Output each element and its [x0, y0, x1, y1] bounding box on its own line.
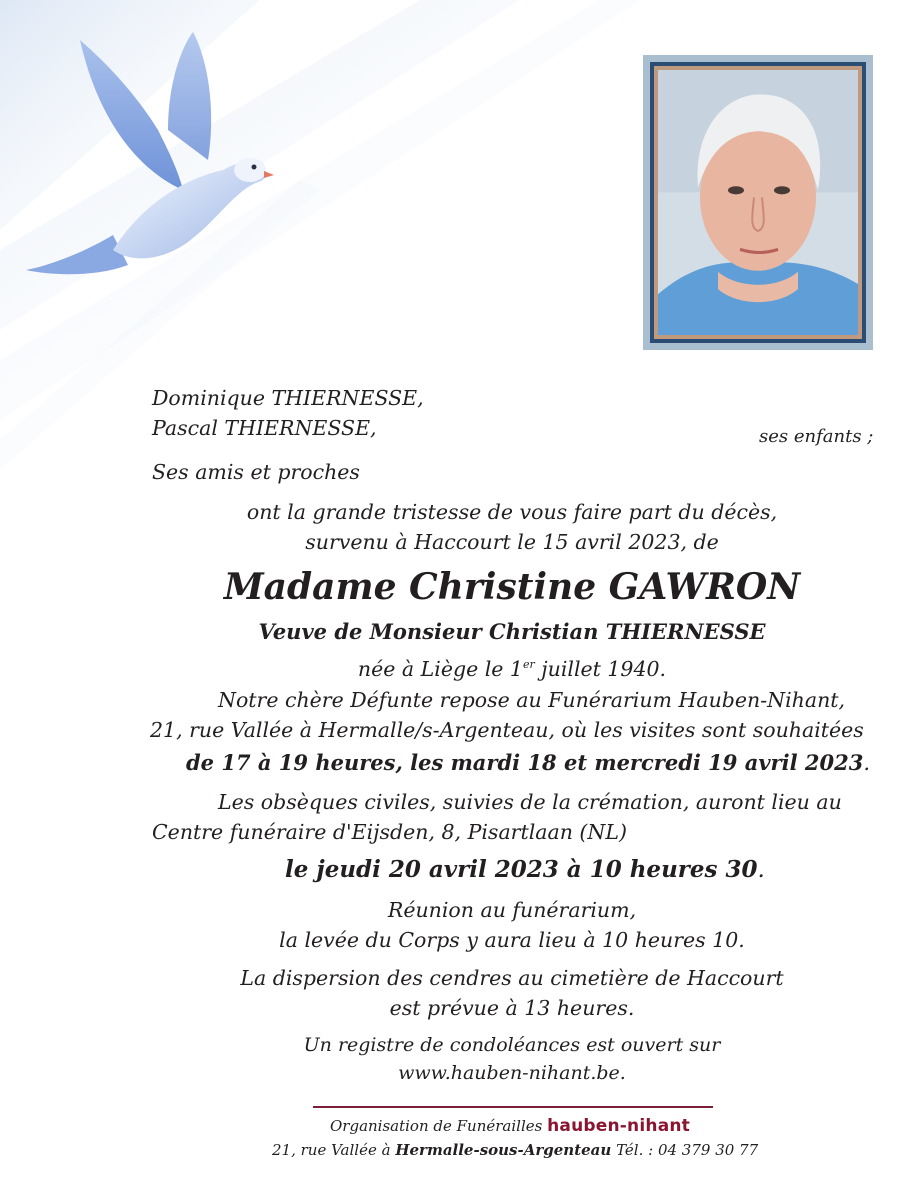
birth-prefix: née à Liège le 1 — [357, 657, 523, 681]
footer-org-label: Organisation de Funérailles — [330, 1117, 543, 1135]
footer-divider — [313, 1106, 713, 1108]
footer-address — [272, 1141, 758, 1159]
condolences-url[interactable]: www.hauben-nihant.be. — [398, 1062, 626, 1084]
funeral-line-1: Les obsèques civiles, suivies de la crémation, auront lieu au — [218, 790, 842, 814]
dove-illustration — [18, 20, 278, 300]
family-relation: ses enfants ; — [759, 426, 874, 447]
footer-address-prefix: 21, rue Vallée à — [272, 1141, 396, 1159]
visitation-hours — [186, 750, 870, 775]
footer-org — [330, 1116, 690, 1136]
announcement-line-2: survenu à Haccourt le 15 avril 2023, de — [305, 530, 719, 554]
gathering-line-1: Réunion au funérarium, — [387, 898, 637, 922]
footer-address-town: Hermalle-sous-Argenteau — [395, 1141, 612, 1159]
birth-suffix: juillet 1940. — [534, 657, 667, 681]
birth-line — [12, 657, 918, 681]
family-name-pascal: Pascal THIERNESSE, — [152, 416, 377, 440]
gathering-line-2: la levée du Corps y aura lieu à 10 heures 10. — [279, 928, 745, 952]
spouse-line: Veuve de Monsieur Christian THIERNESSE — [258, 619, 766, 644]
visitation-line-1: Notre chère Défunte repose au Funérarium Hauben-Nihant, — [218, 688, 846, 712]
funeral-date-end: . — [757, 857, 765, 883]
condolences-line-1: Un registre de condoléances est ouvert sur — [303, 1034, 721, 1056]
birth-superscript: er — [522, 658, 535, 672]
portrait-photo — [658, 70, 858, 335]
deceased-name: Madame Christine GAWRON — [223, 566, 801, 608]
announcement-line-1: ont la grande tristesse de vous faire part du décès, — [246, 500, 778, 524]
visitation-hours-end: . — [863, 751, 870, 775]
dispersion-line-2: est prévue à 13 heures. — [389, 996, 635, 1020]
funeral-line-2: Centre funéraire d'Eijsden, 8, Pisartlaan (NL) — [152, 820, 627, 844]
footer-phone: Tél. : 04 379 30 77 — [611, 1141, 759, 1159]
family-name-dominique: Dominique THIERNESSE, — [152, 386, 424, 410]
friends-line: Ses amis et proches — [152, 460, 360, 484]
visitation-line-2: 21, rue Vallée à Hermalle/s-Argenteau, où les visites sont souhaitées — [150, 718, 864, 742]
funeral-date — [285, 856, 765, 883]
dispersion-line-1: La dispersion des cendres au cimetière de Haccourt — [240, 966, 784, 990]
funeral-date-text: le jeudi 20 avril 2023 à 10 heures 30 — [285, 856, 758, 883]
portrait-inner-border — [650, 62, 866, 343]
hauben-nihant-logo: hauben-nihant — [547, 1116, 690, 1136]
portrait-frame — [643, 55, 873, 350]
visitation-hours-text: de 17 à 19 heures, les mardi 18 et mercredi 19 avril 2023 — [186, 750, 864, 775]
